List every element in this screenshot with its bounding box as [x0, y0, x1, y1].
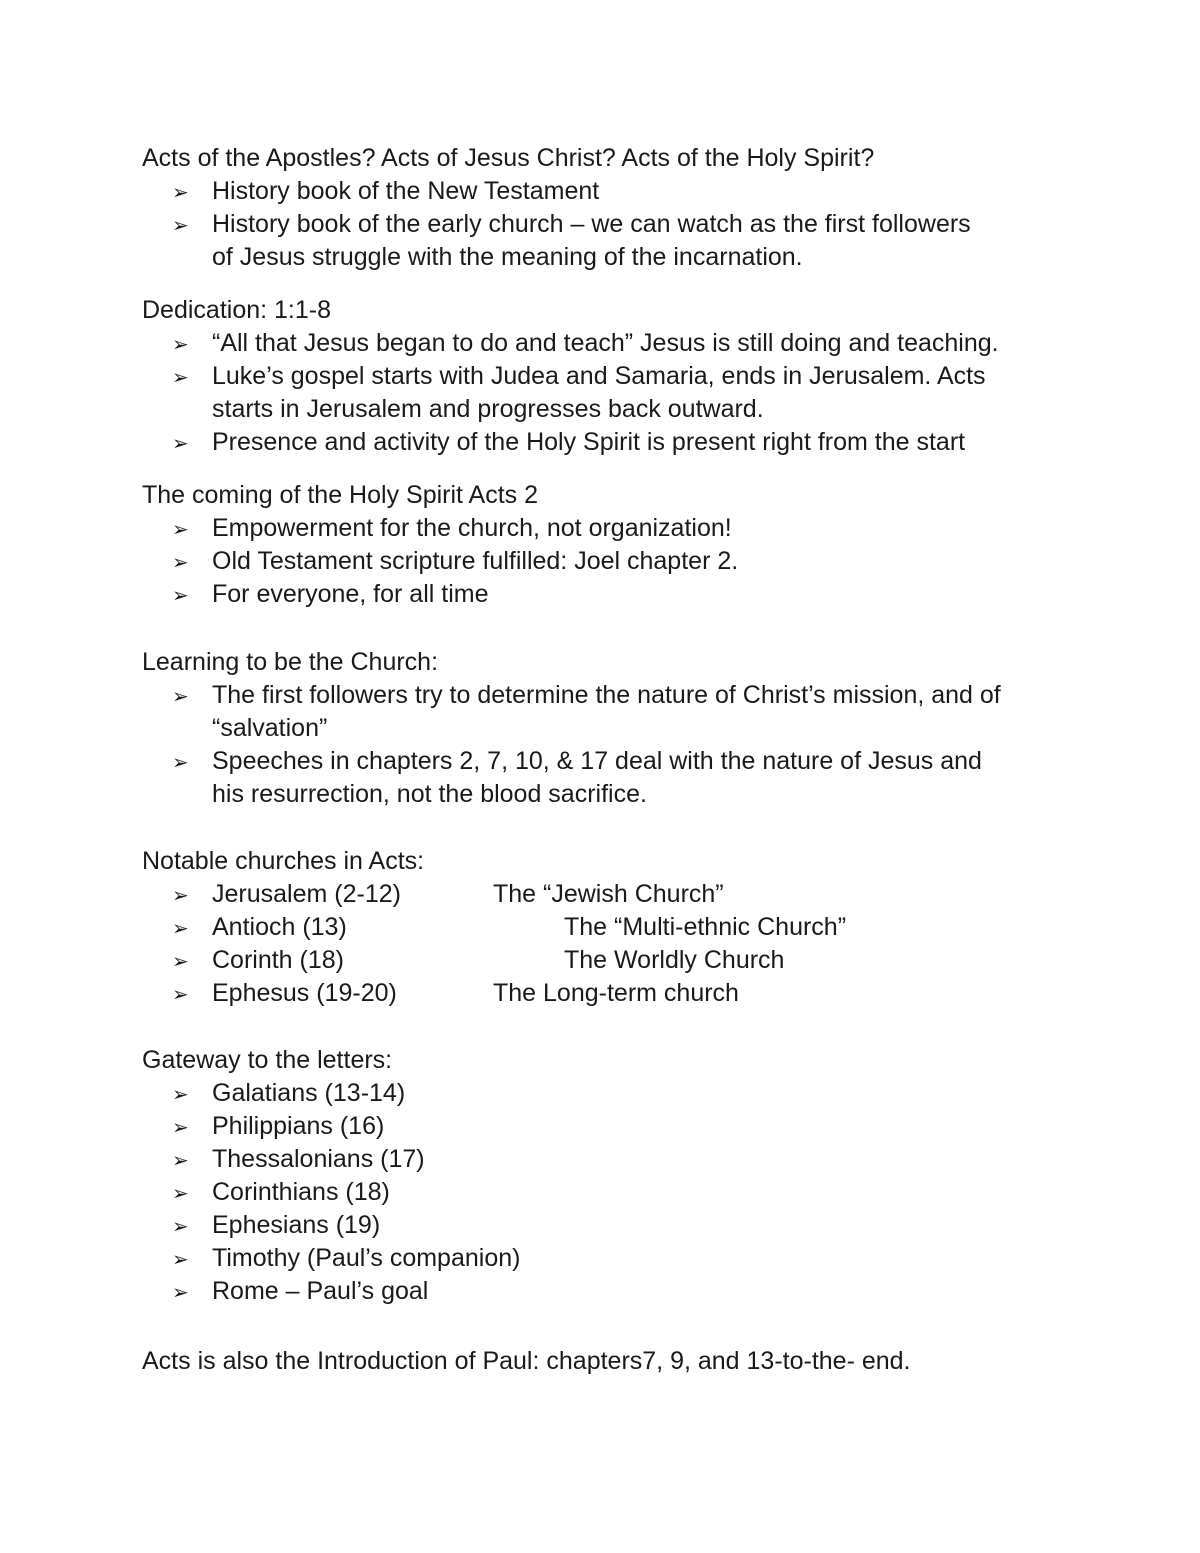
church-name: Antioch (13) [212, 913, 347, 941]
list-item [172, 360, 986, 395]
arrow-bullet-icon: ➢ [172, 885, 189, 907]
section-heading-notable: Notable churches in Acts: [142, 847, 425, 875]
list-item-continuation: “salvation” [212, 714, 328, 742]
list-item [172, 878, 401, 913]
list-item [172, 578, 489, 613]
arrow-bullet-icon: ➢ [172, 334, 189, 356]
arrow-bullet-icon: ➢ [172, 215, 189, 237]
list-item-text: Thessalonians (17) [212, 1145, 425, 1173]
arrow-bullet-icon: ➢ [172, 752, 189, 774]
list-item [172, 512, 732, 547]
list-item-text: Speeches in chapters 2, 7, 10, & 17 deal with the nature of Jesus and [212, 747, 982, 775]
arrow-bullet-icon: ➢ [172, 182, 189, 204]
arrow-bullet-icon: ➢ [172, 367, 189, 389]
list-item-text: Philippians (16) [212, 1112, 385, 1140]
list-item-text: History book of the early church – we can watch as the first followers [212, 210, 971, 238]
list-item [172, 1176, 390, 1211]
arrow-bullet-icon: ➢ [172, 552, 189, 574]
arrow-bullet-icon: ➢ [172, 918, 189, 940]
list-item [172, 944, 344, 979]
arrow-bullet-icon: ➢ [172, 1117, 189, 1139]
list-item [172, 911, 347, 946]
closing-line: Acts is also the Introduction of Paul: chapters7, 9, and 13-to-the- end. [142, 1347, 911, 1375]
list-item-continuation: of Jesus struggle with the meaning of the incarnation. [212, 243, 803, 271]
arrow-bullet-icon: ➢ [172, 519, 189, 541]
list-item [172, 1242, 520, 1277]
arrow-bullet-icon: ➢ [172, 1216, 189, 1238]
list-item-text: Old Testament scripture fulfilled: Joel chapter 2. [212, 547, 739, 575]
list-item-text: Ephesians (19) [212, 1211, 381, 1239]
church-description: The Worldly Church [564, 946, 785, 974]
arrow-bullet-icon: ➢ [172, 433, 189, 455]
list-item-text: Rome – Paul’s goal [212, 1277, 429, 1305]
church-name: Ephesus (19-20) [212, 979, 397, 1007]
list-item [172, 1143, 425, 1178]
arrow-bullet-icon: ➢ [172, 1282, 189, 1304]
list-item [172, 1275, 428, 1310]
list-item-text: Empowerment for the church, not organization! [212, 514, 732, 542]
list-item [172, 208, 971, 243]
arrow-bullet-icon: ➢ [172, 951, 189, 973]
church-description: The Long-term church [493, 979, 739, 1007]
list-item-text: For everyone, for all time [212, 580, 489, 608]
arrow-bullet-icon: ➢ [172, 984, 189, 1006]
list-item-text: Timothy (Paul’s companion) [212, 1244, 521, 1272]
list-item [172, 426, 965, 461]
list-item [172, 545, 738, 580]
church-name: Jerusalem (2-12) [212, 880, 401, 908]
list-item-text: Galatians (13-14) [212, 1079, 406, 1107]
arrow-bullet-icon: ➢ [172, 1084, 189, 1106]
list-item [172, 679, 1001, 714]
list-item [172, 1110, 384, 1145]
list-item [172, 977, 397, 1012]
arrow-bullet-icon: ➢ [172, 1150, 189, 1172]
list-item [172, 327, 999, 362]
section-heading-intro: Acts of the Apostles? Acts of Jesus Christ? Acts of the Holy Spirit? [142, 144, 875, 172]
list-item-text: Corinthians (18) [212, 1178, 390, 1206]
church-description: The “Jewish Church” [493, 880, 724, 908]
arrow-bullet-icon: ➢ [172, 1183, 189, 1205]
list-item [172, 745, 982, 780]
church-name: Corinth (18) [212, 946, 344, 974]
church-description: The “Multi-ethnic Church” [564, 913, 847, 941]
list-item [172, 1077, 405, 1112]
list-item-text: “All that Jesus began to do and teach” Jesus is still doing and teaching. [212, 329, 999, 357]
list-item-text: The first followers try to determine the nature of Christ’s mission, and of [212, 681, 1001, 709]
arrow-bullet-icon: ➢ [172, 686, 189, 708]
arrow-bullet-icon: ➢ [172, 585, 189, 607]
section-heading-coming: The coming of the Holy Spirit Acts 2 [142, 481, 539, 509]
section-heading-learning: Learning to be the Church: [142, 648, 439, 676]
section-heading-dedication: Dedication: 1:1-8 [142, 296, 332, 324]
list-item-text: Presence and activity of the Holy Spirit is present right from the start [212, 428, 966, 456]
section-heading-gateway: Gateway to the letters: [142, 1046, 393, 1074]
list-item-continuation: his resurrection, not the blood sacrifice. [212, 780, 647, 808]
list-item-text: History book of the New Testament [212, 177, 600, 205]
arrow-bullet-icon: ➢ [172, 1249, 189, 1271]
list-item-continuation: starts in Jerusalem and progresses back outward. [212, 395, 764, 423]
list-item [172, 175, 599, 210]
list-item-text: Luke’s gospel starts with Judea and Samaria, ends in Jerusalem. Acts [212, 362, 986, 390]
list-item [172, 1209, 380, 1244]
